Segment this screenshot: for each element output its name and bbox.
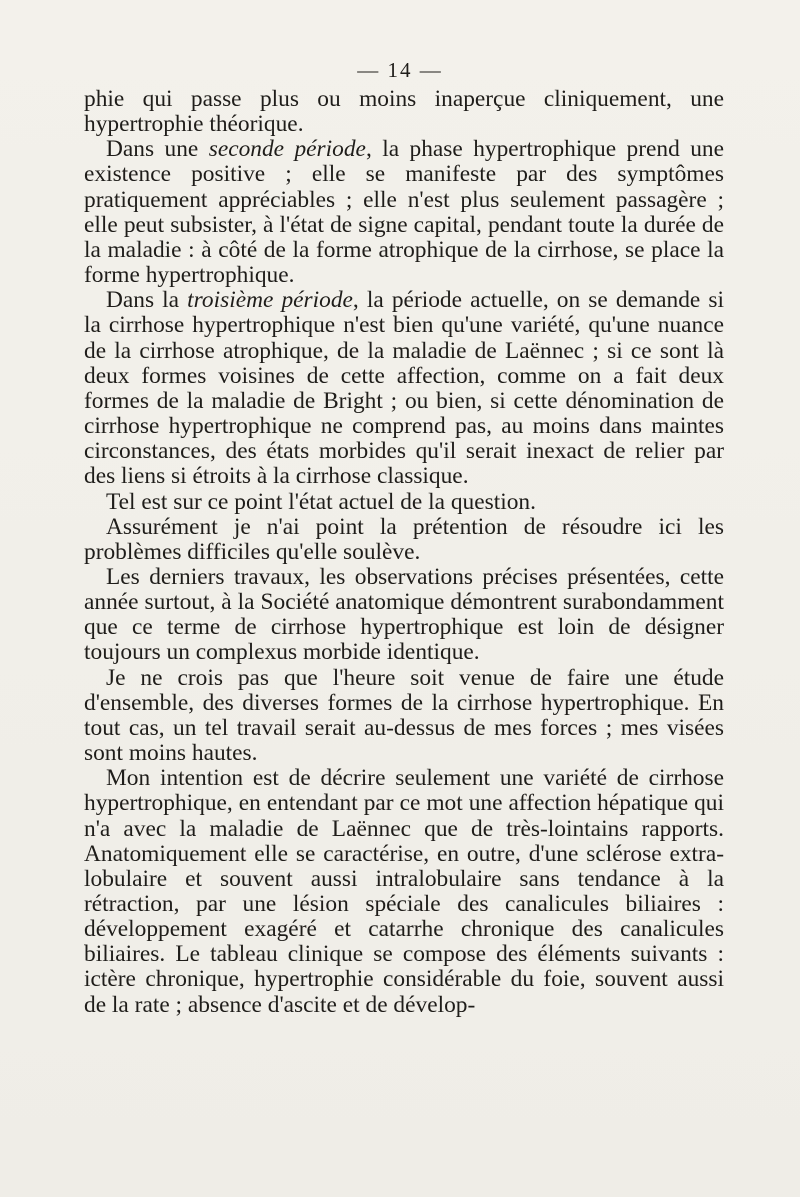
italic-phrase: troisième période — [187, 287, 353, 314]
text-run: , la période actuelle, on se demande si la cirrhose hypertrophique n'est bien qu'une variété, qu'une nuance de la cirrhose atrophique, de la maladie de Laënnec ; si ce sont là deux formes voisines de cette affection, comme on a fait deux formes de la maladie de Bright ; ou bien, si cette dénomination de cirrhose hypertrophique ne comprend pas, au moins dans maintes circonstances, des états morbides qu'il serait inexact de relier par des liens si étroits à la cirrhose classique. — [84, 287, 724, 490]
text-run: Mon intention est de décrire seulement une variété de cirrhose hypertrophique, en entendant par ce mot une affection hépatique qui n'a avec la maladie de Laënnec que de très-lointains rapports. Anatomiquement elle se caractérise, en outre, d'une sclérose extra-lobulaire et souvent aussi intralobulaire sans tendance à la rétraction, par une lésion spéciale des canalicules biliaires : développement exagéré et catarrhe chronique des canalicules biliaires. Le tableau clinique se compose des éléments suivants : ictère chronique, hypertrophie considérable du foie, souvent aussi de la rate ; absence d'ascite et de dévelop- — [84, 765, 724, 1018]
paragraph — [84, 766, 724, 1018]
text-run: Tel est sur ce point l'état actuel de la question. — [106, 488, 536, 515]
paragraph — [84, 288, 724, 489]
text-run: Je ne crois pas que l'heure soit venue de faire une étude d'ensemble, des diverses formes de la cirrhose hypertrophique. En tout cas, un tel travail serait au-dessus de mes forces ; mes visées sont moins hautes. — [84, 664, 724, 767]
paragraph — [84, 87, 724, 137]
italic-phrase: seconde période — [208, 136, 366, 163]
paragraph — [84, 565, 724, 666]
paragraph — [84, 490, 724, 515]
paragraph — [84, 666, 724, 767]
text-run: Les derniers travaux, les observations précises présentées, cette année surtout, à la Société anatomique démontrent surabondamment que ce terme de cirrhose hypertrophique est loin de désigner toujours un complexus morbide identique. — [84, 563, 724, 666]
text-run: Assurément je n'ai point la prétention de résoudre ici les problèmes difficiles qu'elle soulève. — [84, 513, 724, 565]
text-run: phie qui passe plus ou moins inaperçue cliniquement, une hypertrophie théorique. — [84, 86, 724, 138]
text-run: Dans une — [106, 136, 209, 163]
text-run: , la phase hypertrophique prend une existence positive ; elle se manifeste par des symptômes pratiquement appréciables ; elle n'est plus seulement passagère ; elle peut subsister, à l'état de signe capital, pendant toute la durée de la maladie : à côté de la forme atrophique de la cirrhose, se place la forme hypertrophique. — [84, 136, 725, 289]
page-number: — 14 — — [357, 58, 443, 82]
paragraph — [84, 515, 724, 565]
text-run: Dans la — [106, 287, 188, 314]
body-text — [84, 87, 724, 1018]
paragraph — [84, 137, 724, 288]
